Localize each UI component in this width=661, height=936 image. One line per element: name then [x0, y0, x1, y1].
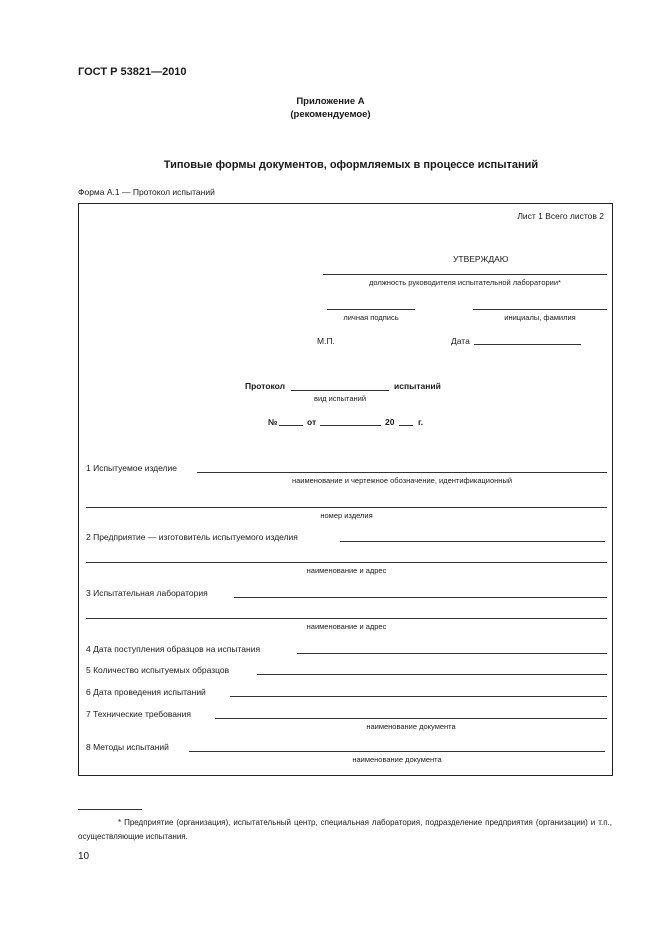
head-position-line[interactable] — [323, 274, 607, 275]
name-line[interactable] — [473, 309, 607, 310]
protocol-suffix: испытаний — [394, 381, 441, 391]
item-6-label: 6 Дата проведения испытаний — [86, 687, 206, 697]
stamp-label: М.П. — [317, 336, 335, 346]
item-1-line-2[interactable] — [86, 507, 607, 508]
section-title: Типовые формы документов, оформляемых в процессе испытаний — [163, 159, 539, 171]
item-1-line[interactable] — [197, 472, 607, 473]
item-5-label: 5 Количество испытуемых образцов — [86, 665, 230, 675]
year-line[interactable] — [399, 425, 413, 426]
date-label: Дата — [451, 336, 470, 346]
item-7-line[interactable] — [215, 718, 607, 719]
year-suffix: г. — [418, 417, 424, 427]
item-1-label: 1 Испытуемое изделие — [86, 463, 177, 473]
item-4-line[interactable] — [297, 653, 607, 654]
item-8-label: 8 Методы испытаний — [86, 742, 169, 752]
item-8-hint: наименование документа — [352, 755, 442, 764]
item-2-hint: наименование и адрес — [306, 566, 387, 575]
item-1-hint: наименование и чертежное обозначение, идентификационный — [291, 476, 513, 485]
page-number: 10 — [78, 851, 90, 862]
item-2-line-2[interactable] — [86, 562, 607, 563]
number-line[interactable] — [279, 425, 303, 426]
signature-hint: личная подпись — [343, 313, 399, 322]
appendix-status: (рекомендуемое) — [290, 109, 371, 120]
item-3-line[interactable] — [234, 597, 607, 598]
item-7-label: 7 Технические требования — [86, 709, 192, 719]
from-date-line[interactable] — [320, 425, 381, 426]
approve-label: УТВЕРЖДАЮ — [453, 254, 509, 264]
item-1-hint-2: номер изделия — [320, 511, 373, 520]
year-prefix: 20 — [385, 417, 395, 427]
item-4-label: 4 Дата поступления образцов на испытания — [86, 644, 261, 654]
item-7-hint: наименование документа — [366, 722, 456, 731]
sheet-count: Лист 1 Всего листов 2 — [517, 211, 604, 221]
appendix-title: Приложение А — [296, 96, 365, 107]
item-3-label: 3 Испытательная лаборатория — [86, 588, 208, 598]
item-2-label: 2 Предприятие — изготовитель испытуемого изделия — [86, 532, 298, 542]
number-label: № — [268, 417, 278, 427]
name-hint: инициалы, фамилия — [504, 313, 576, 322]
standard-designation: ГОСТ Р 53821—2010 — [78, 66, 187, 78]
head-position-hint: должность руководителя испытательной лаборатории* — [369, 278, 561, 287]
protocol-form — [78, 203, 613, 776]
form-caption: Форма А.1 — Протокол испытаний — [78, 187, 215, 197]
item-6-line[interactable] — [230, 696, 607, 697]
item-8-line[interactable] — [189, 751, 605, 752]
item-2-line[interactable] — [340, 541, 605, 542]
item-5-line[interactable] — [257, 674, 607, 675]
test-type-line[interactable] — [291, 390, 389, 391]
footnote-rule — [78, 809, 142, 810]
item-3-line-2[interactable] — [86, 618, 607, 619]
test-type-hint: вид испытаний — [313, 394, 367, 403]
protocol-label: Протокол — [245, 381, 286, 391]
footnote: * Предприятие (организация), испытательный центр, специальная лаборатория, подразделение предприятия (организации) и т.п., осуществляющие испытания. — [78, 818, 612, 841]
date-line[interactable] — [474, 344, 581, 345]
from-label: от — [307, 417, 317, 427]
item-3-hint: наименование и адрес — [306, 622, 387, 631]
signature-line[interactable] — [327, 309, 415, 310]
